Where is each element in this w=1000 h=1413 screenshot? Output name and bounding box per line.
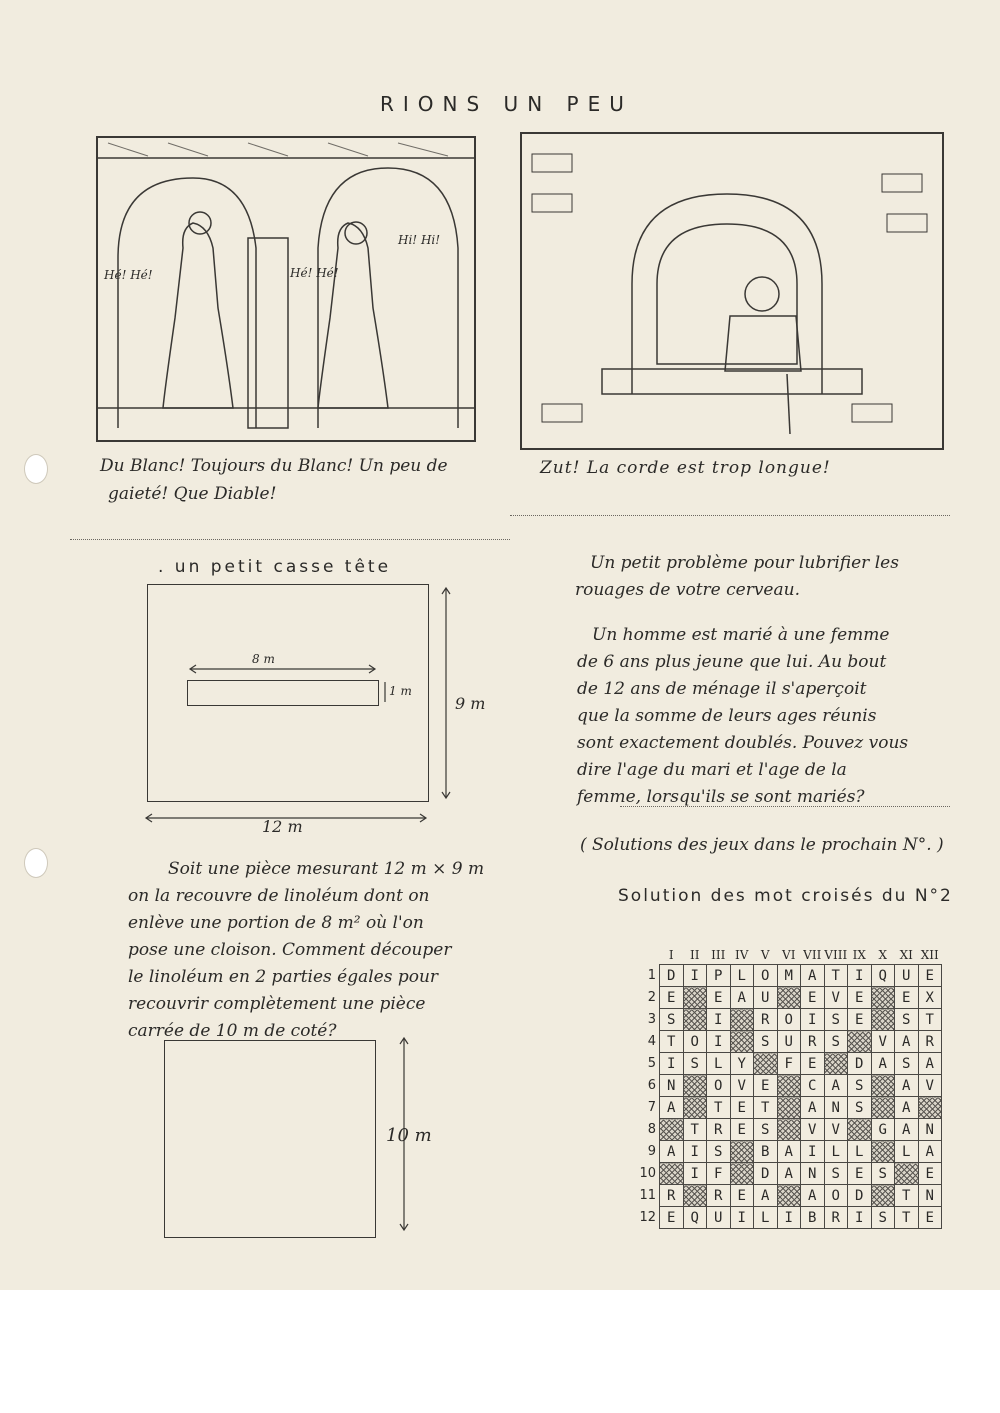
letter-cell: T [707, 1097, 731, 1119]
problem-intro [575, 550, 970, 604]
letter-cell: I [730, 1207, 754, 1229]
black-cell [683, 1097, 707, 1119]
letter-cell: I [801, 1009, 825, 1031]
label-room-height: 9 m [455, 694, 486, 713]
row-number: 10 [639, 1166, 656, 1181]
letter-cell: S [683, 1053, 707, 1075]
letter-cell: T [754, 1097, 778, 1119]
letter-cell: P [707, 965, 731, 987]
letter-cell: E [707, 987, 731, 1009]
letter-cell: O [754, 965, 778, 987]
letter-cell: I [707, 1031, 731, 1053]
letter-cell: A [754, 1185, 778, 1207]
letter-cell: A [895, 1119, 919, 1141]
letter-cell: A [777, 1163, 801, 1185]
letter-cell: A [918, 1053, 942, 1075]
letter-cell: A [730, 987, 754, 1009]
label-square-side: 10 m [386, 1125, 432, 1146]
puzzle-heading: . un petit casse tête [158, 557, 392, 577]
letter-cell: A [895, 1075, 919, 1097]
letter-cell: I [848, 965, 872, 987]
speech-bubble: Hi! Hi! [398, 233, 441, 247]
letter-cell: U [754, 987, 778, 1009]
letter-cell: E [660, 987, 684, 1009]
corner-cell [638, 946, 660, 965]
black-cell [871, 987, 895, 1009]
column-number: II [690, 948, 700, 962]
grid-row [638, 1207, 942, 1229]
letter-cell: U [777, 1031, 801, 1053]
letter-cell: X [918, 987, 942, 1009]
page-title: RIONS UN PEU [380, 92, 633, 116]
row-number: 7 [647, 1100, 656, 1115]
grid-row [638, 1075, 942, 1097]
black-cell [683, 1185, 707, 1207]
text-line: que la somme de leurs ages réunis [577, 706, 877, 726]
letter-cell: E [848, 987, 872, 1009]
text-line: rouages de votre cerveau. [575, 580, 800, 600]
black-cell [683, 1009, 707, 1031]
letter-cell: F [707, 1163, 731, 1185]
letter-cell: R [754, 1009, 778, 1031]
letter-cell: V [824, 987, 848, 1009]
text-line: on la recouvre de linoléum dont on [128, 886, 430, 906]
row-number: 5 [647, 1056, 656, 1071]
column-number: IV [735, 948, 749, 962]
column-number: IX [852, 948, 866, 962]
letter-cell: T [683, 1119, 707, 1141]
grid-row [638, 987, 942, 1009]
text-line: carrée de 10 m de coté? [128, 1021, 337, 1041]
cartoon-caption: Zut! La corde est trop longue! [540, 458, 831, 478]
letter-cell: O [824, 1185, 848, 1207]
letter-cell: E [918, 965, 942, 987]
text-line: de 12 ans de ménage il s'aperçoit [577, 679, 867, 699]
letter-cell: E [848, 1163, 872, 1185]
cartoon-caption-line: gaieté! Que Diable! [108, 484, 277, 504]
letter-cell: T [895, 1207, 919, 1229]
black-cell [871, 1075, 895, 1097]
text-line: sont exactement doublés. Pouvez vous [577, 733, 909, 753]
column-number: V [760, 948, 770, 962]
letter-cell: L [895, 1141, 919, 1163]
letter-cell: A [918, 1141, 942, 1163]
letter-cell: L [707, 1053, 731, 1075]
black-cell [777, 1185, 801, 1207]
letter-cell: D [848, 1185, 872, 1207]
grid-row [638, 1185, 942, 1207]
letter-cell: S [871, 1163, 895, 1185]
label-inner-width: 8 m [252, 652, 275, 666]
letter-cell: R [707, 1119, 731, 1141]
letter-cell: Q [683, 1207, 707, 1229]
letter-cell: C [801, 1075, 825, 1097]
black-cell [730, 1031, 754, 1053]
letter-cell: N [918, 1185, 942, 1207]
solutions-note: ( Solutions des jeux dans le prochain N°. ) [580, 835, 944, 855]
letter-cell: S [824, 1009, 848, 1031]
column-number: XII [920, 948, 939, 962]
letter-cell: Y [730, 1053, 754, 1075]
letter-cell: S [824, 1163, 848, 1185]
letter-cell: S [824, 1031, 848, 1053]
black-cell [777, 1075, 801, 1097]
letter-cell: O [683, 1031, 707, 1053]
letter-cell: A [895, 1097, 919, 1119]
letter-cell: E [754, 1075, 778, 1097]
text-line: recouvrir complètement une pièce [128, 994, 426, 1014]
letter-cell: I [848, 1207, 872, 1229]
letter-cell: S [754, 1031, 778, 1053]
row-number: 9 [647, 1144, 656, 1159]
row-number: 2 [647, 990, 656, 1005]
letter-cell: S [848, 1097, 872, 1119]
row-number: 11 [639, 1188, 656, 1203]
grid-row [638, 1163, 942, 1185]
letter-cell: N [660, 1075, 684, 1097]
letter-cell: S [848, 1075, 872, 1097]
crossword-heading: Solution des mot croisés du N°2 [618, 886, 953, 906]
speech-bubble: Hé! Hé! [290, 266, 339, 280]
text-line: enlève une portion de 8 m² où l'on [128, 913, 424, 933]
black-cell [730, 1141, 754, 1163]
letter-cell: S [895, 1009, 919, 1031]
letter-cell: E [730, 1185, 754, 1207]
column-number: VIII [824, 948, 848, 962]
grid-row [638, 965, 942, 987]
column-number: I [668, 948, 674, 962]
text-line: le linoléum en 2 parties égales pour [128, 967, 439, 987]
letter-cell: A [801, 1185, 825, 1207]
grid-row [638, 1009, 942, 1031]
letter-cell: I [801, 1141, 825, 1163]
black-cell [730, 1009, 754, 1031]
letter-cell: R [801, 1031, 825, 1053]
letter-cell: D [848, 1053, 872, 1075]
letter-cell: N [824, 1097, 848, 1119]
letter-cell: R [707, 1185, 731, 1207]
black-cell [871, 1185, 895, 1207]
letter-cell: U [895, 965, 919, 987]
row-number: 4 [647, 1034, 656, 1049]
letter-cell: L [824, 1141, 848, 1163]
text-line: dire l'age du mari et l'age de la [577, 760, 847, 780]
column-number: VI [782, 948, 796, 962]
letter-cell: A [824, 1075, 848, 1097]
letter-cell: T [895, 1185, 919, 1207]
letter-cell: B [801, 1207, 825, 1229]
column-number: X [878, 948, 888, 962]
letter-cell: E [801, 987, 825, 1009]
black-cell [895, 1163, 919, 1185]
column-number: III [711, 948, 726, 962]
letter-cell: G [871, 1119, 895, 1141]
text-line: pose une cloison. Comment découper [128, 940, 452, 960]
letter-cell: A [777, 1141, 801, 1163]
black-cell [777, 1097, 801, 1119]
black-cell [871, 1097, 895, 1119]
text-line: Soit une pièce mesurant 12 m × 9 m [168, 859, 485, 879]
black-cell [871, 1009, 895, 1031]
letter-cell: E [660, 1207, 684, 1229]
letter-cell: V [801, 1119, 825, 1141]
letter-cell: O [777, 1009, 801, 1031]
letter-cell: T [660, 1031, 684, 1053]
letter-cell: F [777, 1053, 801, 1075]
letter-cell: A [871, 1053, 895, 1075]
letter-cell: M [777, 965, 801, 987]
row-number: 8 [647, 1122, 656, 1137]
black-cell [754, 1053, 778, 1075]
letter-cell: I [707, 1009, 731, 1031]
letter-cell: S [871, 1207, 895, 1229]
row-number: 6 [647, 1078, 656, 1093]
grid-row [638, 1053, 942, 1075]
black-cell [824, 1053, 848, 1075]
black-cell [871, 1141, 895, 1163]
letter-cell: E [730, 1097, 754, 1119]
black-cell [683, 987, 707, 1009]
letter-cell: S [707, 1141, 731, 1163]
letter-cell: D [754, 1163, 778, 1185]
letter-cell: E [848, 1009, 872, 1031]
letter-cell: E [895, 987, 919, 1009]
letter-cell: R [824, 1207, 848, 1229]
black-cell [660, 1163, 684, 1185]
letter-cell: L [754, 1207, 778, 1229]
row-number: 3 [647, 1012, 656, 1027]
letter-cell: A [801, 965, 825, 987]
black-cell [660, 1119, 684, 1141]
black-cell [777, 987, 801, 1009]
letter-cell: I [683, 1163, 707, 1185]
row-number: 1 [647, 968, 656, 983]
grid-row [638, 1097, 942, 1119]
letter-cell: T [918, 1009, 942, 1031]
crossword-grid [638, 946, 942, 1229]
letter-cell: I [660, 1053, 684, 1075]
letter-cell: A [660, 1141, 684, 1163]
grid-row [638, 1031, 942, 1053]
column-number: VII [803, 948, 822, 962]
letter-cell: L [848, 1141, 872, 1163]
puzzle-text [128, 856, 508, 1045]
text-line: femme, lorsqu'ils se sont mariés? [577, 787, 865, 807]
letter-cell: O [707, 1075, 731, 1097]
letter-cell: N [918, 1119, 942, 1141]
letter-cell: E [730, 1119, 754, 1141]
letter-cell: E [801, 1053, 825, 1075]
letter-cell: E [918, 1163, 942, 1185]
column-number: XI [899, 948, 913, 962]
letter-cell: T [824, 965, 848, 987]
letter-cell: I [683, 1141, 707, 1163]
black-cell [848, 1119, 872, 1141]
letter-cell: V [918, 1075, 942, 1097]
text-line: Un petit problème pour lubrifier les [590, 553, 899, 573]
label-inner-height: 1 m [389, 684, 412, 698]
letter-cell: N [801, 1163, 825, 1185]
letter-cell: L [730, 965, 754, 987]
letter-cell: V [824, 1119, 848, 1141]
black-cell [777, 1119, 801, 1141]
letter-cell: E [918, 1207, 942, 1229]
letter-cell: Q [871, 965, 895, 987]
black-cell [683, 1075, 707, 1097]
cartoon-caption-line: Du Blanc! Toujours du Blanc! Un peu de [100, 456, 448, 476]
letter-cell: V [871, 1031, 895, 1053]
letter-cell: I [777, 1207, 801, 1229]
square-room [164, 1040, 376, 1238]
grid-row [638, 1119, 942, 1141]
letter-cell: A [660, 1097, 684, 1119]
letter-cell: B [754, 1141, 778, 1163]
letter-cell: S [754, 1119, 778, 1141]
text-line: de 6 ans plus jeune que lui. Au bout [577, 652, 887, 672]
letter-cell: A [895, 1031, 919, 1053]
letter-cell: S [895, 1053, 919, 1075]
text-line: Un homme est marié à une femme [592, 625, 890, 645]
grid-row [638, 1141, 942, 1163]
black-cell [918, 1097, 942, 1119]
letter-cell: U [707, 1207, 731, 1229]
black-cell [730, 1163, 754, 1185]
letter-cell: A [801, 1097, 825, 1119]
letter-cell: R [660, 1185, 684, 1207]
letter-cell: I [683, 965, 707, 987]
speech-bubble: Hé! Hé! [104, 268, 153, 282]
row-number: 12 [639, 1210, 656, 1225]
black-cell [848, 1031, 872, 1053]
letter-cell: D [660, 965, 684, 987]
letter-cell: V [730, 1075, 754, 1097]
letter-cell: R [918, 1031, 942, 1053]
letter-cell: S [660, 1009, 684, 1031]
label-room-width: 12 m [262, 817, 303, 836]
problem-body [577, 622, 977, 811]
